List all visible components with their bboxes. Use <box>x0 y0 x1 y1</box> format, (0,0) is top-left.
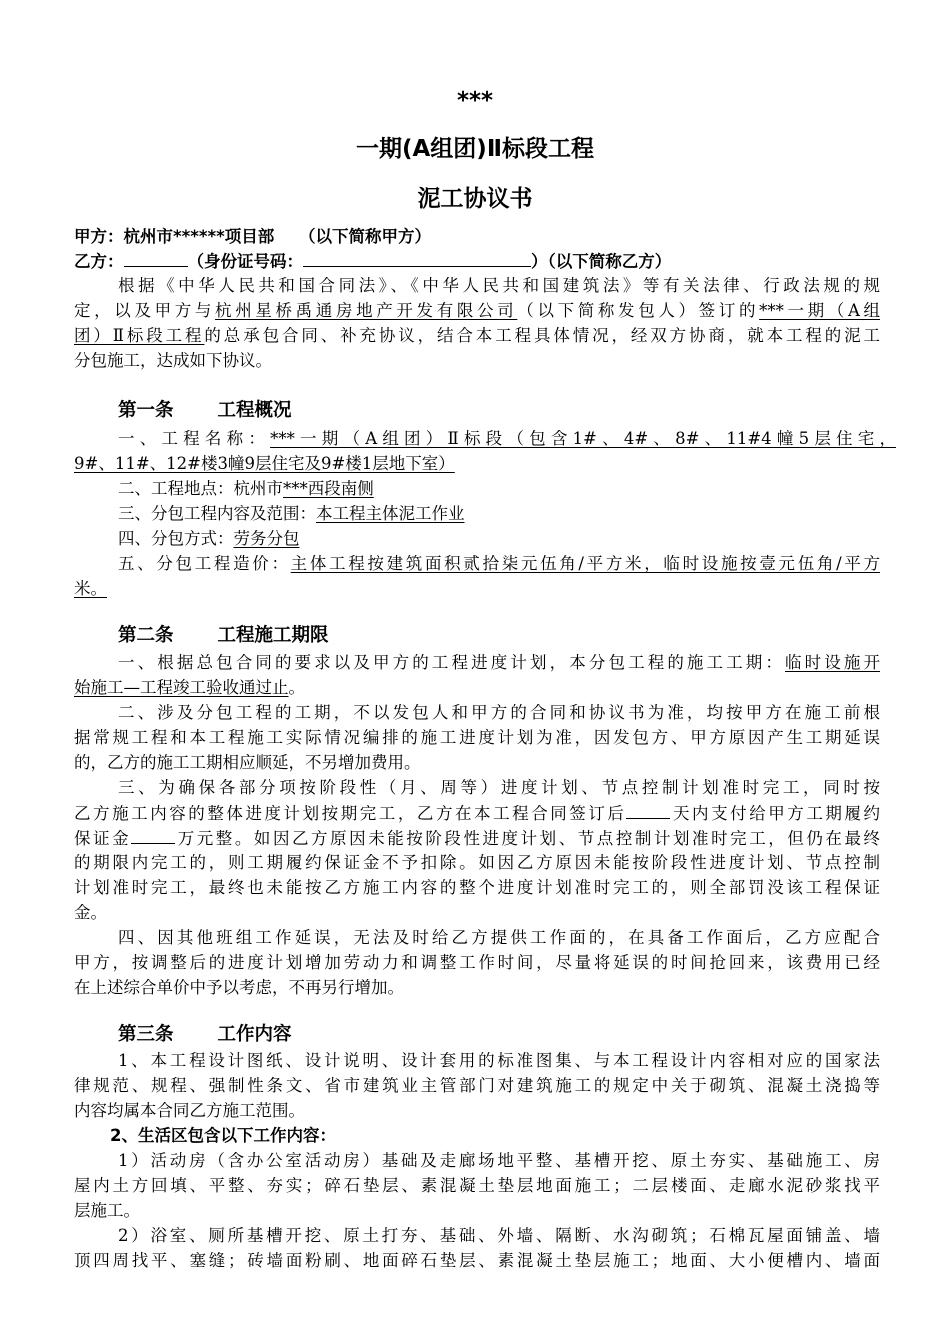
article-2-para: 二、涉及分包工程的工期，不以发包人和甲方的合同和协议书为准，均按甲方在施工前根 <box>118 703 880 722</box>
article-3-heading: 第三条 工作内容 <box>118 1024 292 1045</box>
developer-name: 杭州星桥禹通房地产开发有限公司 <box>215 301 518 320</box>
article-3-para: 1）活动房（含办公室活动房）基础及走廊场地平整、基槽开挖、原土夯实、基础施工、房 <box>118 1151 880 1170</box>
article-3-para: 2）浴室、厕所基槽开挖、原土打夯、基础、外墙、隔断、水沟砌筑；石棉瓦屋面铺盖、墙 <box>118 1226 880 1245</box>
days-blank <box>626 800 670 819</box>
article-2-para: 保证金 万元整。如因乙方原因未能按阶段性进度计划、节点控制计划准时完工，但仍在最终 <box>74 825 880 852</box>
project-name: 一、工程名称：***一期（A组团）Ⅱ标段（包含1#、4#、8#、11#4幢5层住宅， <box>118 429 897 448</box>
article-3-para: 内容均属本合同乙方施工范围。 <box>74 1101 305 1120</box>
preamble-line: 分包施工，达成如下协议。 <box>74 351 272 370</box>
page-subtitle: 泥工协议书 <box>417 186 533 212</box>
project-location: 二、工程地点：杭州市***西段南侧 <box>118 479 374 498</box>
name-blank <box>124 248 188 267</box>
subcontract-method: 四、分包方式：劳务分包 <box>118 529 300 548</box>
article-2-para: 三、为确保各部分项按阶段性（月、周等）进度计划、节点控制计划准时完工，同时按 <box>118 778 880 797</box>
preamble-line: 团）Ⅱ标段工程的总承包合同、补充协议，结合本工程具体情况，经双方协商，就本工程的泥工 <box>74 326 881 345</box>
project-name-cont: 9#、11#、12#楼3幢9层住宅及9#楼1层地下室） <box>74 454 455 473</box>
deposit-blank <box>131 825 175 844</box>
article-2-para: 一、根据总包合同的要求以及甲方的工程进度计划，本分包工程的施工工期：临时设施开 <box>118 653 881 672</box>
article-3-para: 1、本工程设计图纸、设计说明、设计套用的标准图集、与本工程设计内容相对应的国家法 <box>118 1051 880 1070</box>
article-2-para: 金。 <box>74 903 107 922</box>
subcontract-price-cont: 米。 <box>74 579 107 598</box>
article-2-heading: 第二条 工程施工期限 <box>118 625 329 646</box>
article-3-para: 顶四周找平、塞缝；砖墙面粉刷、地面碎石垫层、素混凝土垫层施工；地面、大小便槽内、墙面 <box>74 1251 880 1270</box>
preamble-line: 根据《中华人民共和国合同法》、《中华人民共和国建筑法》等有关法律、行政法规的规 <box>118 276 880 295</box>
id-number-blank <box>303 248 531 267</box>
subcontract-scope: 三、分包工程内容及范围：本工程主体泥工作业 <box>118 504 465 523</box>
article-2-para: 据常规工程和本工程施工实际情况编排的施工进度计划为准，因发包方、甲方原因产生工期延误 <box>74 728 880 747</box>
party-b: 乙方： （身份证号码： ）（以下简称乙方） <box>74 248 880 275</box>
preamble-line: 定，以及甲方与杭州星桥禹通房地产开发有限公司（以下简称发包人）签订的***一期（A组 <box>74 301 881 320</box>
article-2-para: 甲方，按调整后的进度计划增加劳动力和调整工作时间，尽量将延误的时间抢回来，该费用已经 <box>74 953 880 972</box>
article-2-para: 始施工—工程竣工验收通过止。 <box>74 678 305 697</box>
article-3-para: 层施工。 <box>74 1201 140 1220</box>
article-2-para: 计划准时完工，最终也未能按乙方施工内容的整个进度计划准时完工的，则全部罚没该工程保证 <box>74 878 880 897</box>
article-2-para: 四、因其他班组工作延误，无法及时给乙方提供工作面的，在具备工作面后，乙方应配合 <box>118 928 880 947</box>
article-3-para: 律规范、规程、强制性条文、省市建筑业主管部门对建筑施工的规定中关于砌筑、混凝土浇捣等 <box>74 1076 880 1095</box>
article-1-heading: 第一条 工程概况 <box>118 400 292 421</box>
article-2-para: 的，乙方的施工工期相应顺延，不另增加费用。 <box>74 753 421 772</box>
page-title: 一期(A组团)Ⅱ标段工程 <box>356 136 594 162</box>
party-a: 甲方：杭州市******项目部 （以下简称甲方） <box>74 227 432 246</box>
article-3-subheading: 2、生活区包含以下工作内容： <box>110 1126 336 1145</box>
article-2-para: 乙方施工内容的整体进度计划按期完工，乙方在本工程合同签订后 天内支付给甲方工期履约 <box>74 800 880 827</box>
subcontract-price: 五、分包工程造价：主体工程按建筑面积贰拾柒元伍角/平方米，临时设施按壹元伍角/平方 <box>118 554 881 573</box>
title-stars: *** <box>456 88 494 114</box>
article-2-para: 的期限内完工的，则工期履约保证金不予扣除。如因乙方原因未能按阶段性进度计划、节点控制 <box>74 853 880 872</box>
article-3-para: 屋内土方回填、平整、夯实；碎石垫层、素混凝土垫层地面施工；二层楼面、走廊水泥砂浆找平 <box>74 1176 880 1195</box>
article-2-para: 在上述综合单价中予以考虑，不再另行增加。 <box>74 978 404 997</box>
